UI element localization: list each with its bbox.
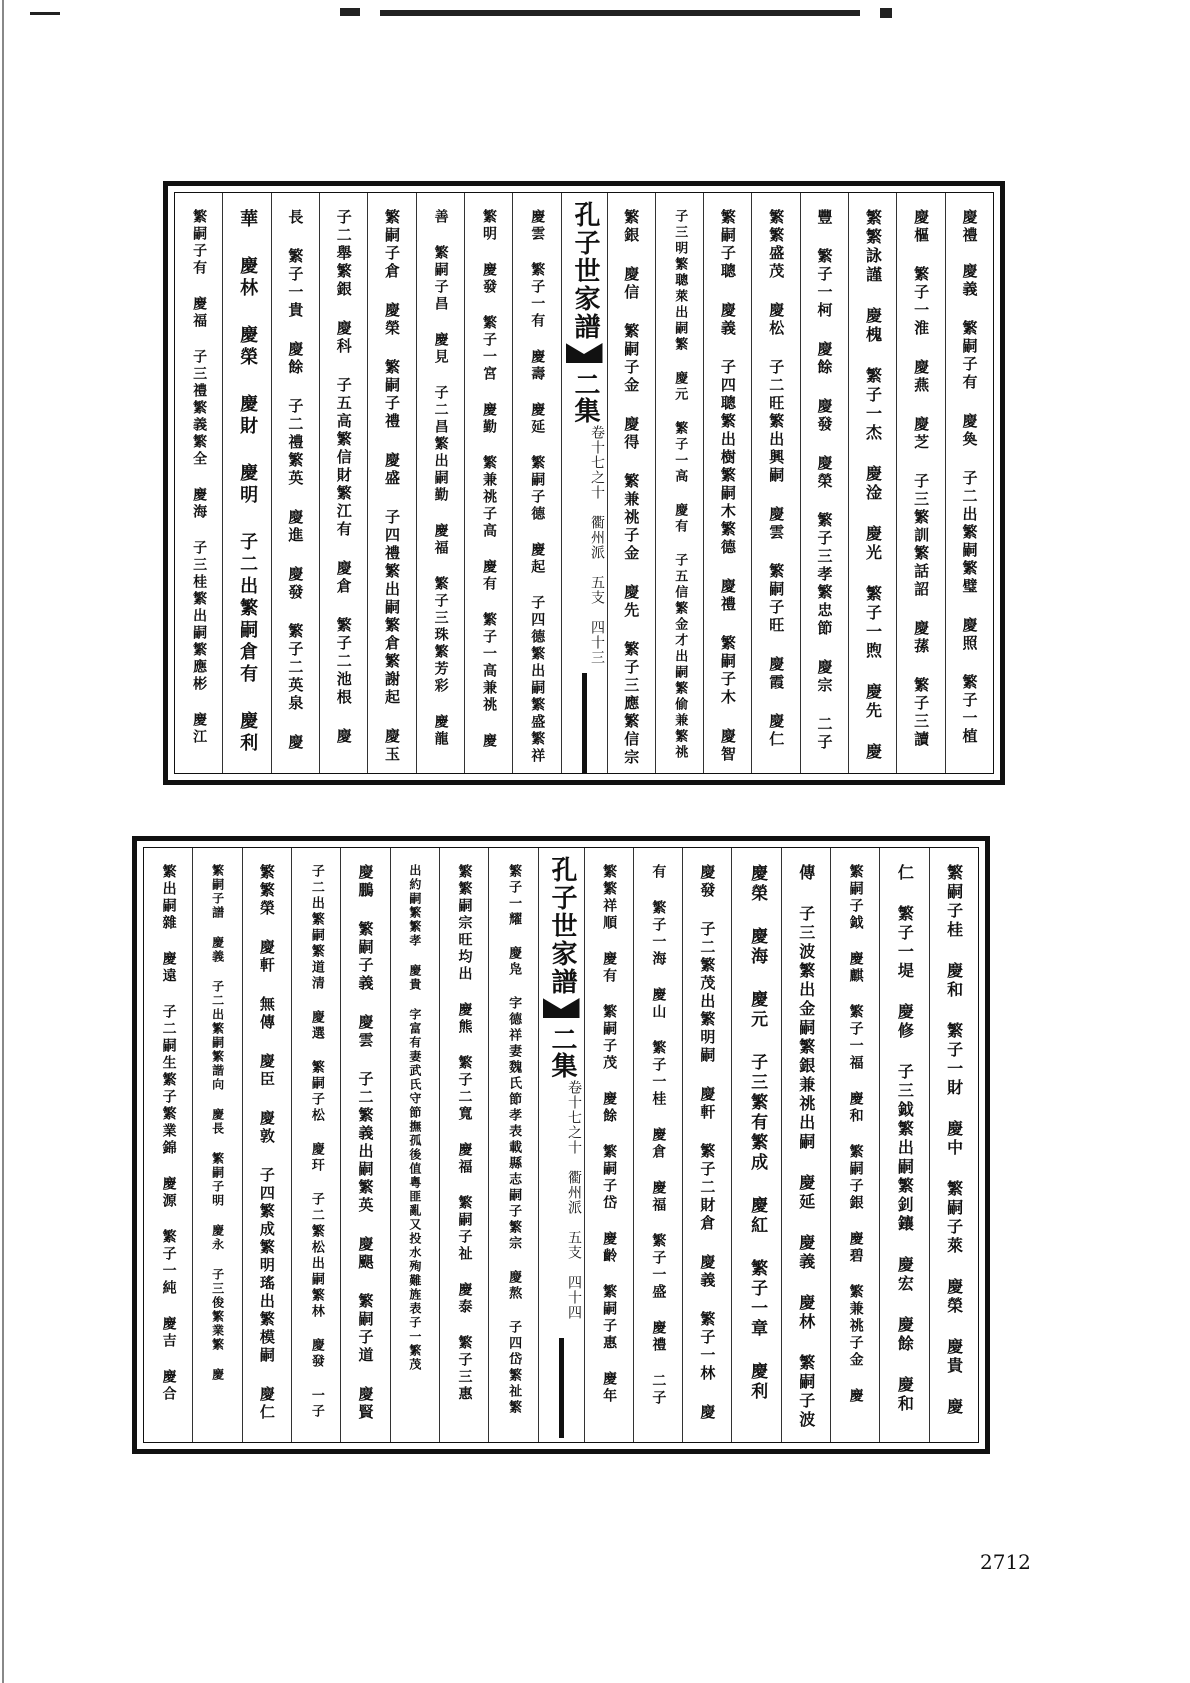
genealogy-column: 子三明繁聰萊出嗣繁 慶元 繁子一高 慶有 子五信繁金才出嗣繁偷兼繁祧 bbox=[672, 209, 688, 761]
volume-label: 二集 bbox=[570, 371, 600, 423]
genealogy-page-block-44 bbox=[132, 836, 990, 1454]
genealogy-column: 繁明 慶發 繁子一宮 慶勤 繁兼祧子高 慶有 繁子一高兼祧 慶 bbox=[480, 209, 497, 750]
genealogy-column: 繁嗣子譜 慶義 子二出繁嗣繁諧向 慶長 繁嗣子明 慶永 子三俊繁業繁 慶 bbox=[210, 864, 225, 1382]
genealogy-column: 繁繁榮 慶軒 無傳 慶臣 慶敦 子四繁成繁明瑤出繁模嗣 慶仁 bbox=[257, 864, 276, 1422]
genealogy-column: 傳 子三波繁出金嗣繁銀兼祧出嗣 慶延 慶義 慶林 繁嗣子波 bbox=[796, 864, 816, 1430]
volume-label: 二集 bbox=[547, 1026, 577, 1078]
genealogy-page-block-43 bbox=[163, 181, 1005, 785]
genealogy-column: 慶樞 繁子一淮 慶燕 慶芝 子三繁訓繁話詔 慶蓀 繁子三讀 bbox=[912, 209, 931, 749]
genealogy-column: 豐 繁子一柯 慶餘 慶發 慶榮 繁子三孝繁忠節 慶宗 二子 bbox=[815, 209, 834, 752]
genealogy-column: 繁嗣子桂 慶和 繁子一財 慶中 繁嗣子萊 慶榮 慶貴 慶 bbox=[944, 864, 964, 1417]
genealogy-column: 慶禮 慶義 繁嗣子有 慶奐 子二出繁嗣繁璧 慶照 繁子一植 bbox=[960, 209, 979, 746]
genealogy-column: 華 慶林 慶榮 慶財 慶明 子二出繁嗣倉有 慶利 bbox=[237, 209, 259, 755]
fold-bar bbox=[559, 1338, 564, 1438]
genealogy-column: 長 繁子一貴 慶餘 子二禮繁英 慶進 慶發 繁子二英泉 慶 bbox=[286, 209, 305, 752]
genealogy-column: 繁銀 慶信 繁嗣子金 慶得 繁兼祧子金 慶先 繁子三應繁信宗 bbox=[622, 209, 641, 767]
chapter-branch-page: 卷十七之十 衢州派 五支 四十四 bbox=[566, 1080, 582, 1320]
genealogy-column: 繁嗣子鉞 慶麒 繁子一福 慶和 繁嗣子銀 慶碧 繁兼祧子金 慶 bbox=[847, 864, 864, 1405]
genealogy-column: 出約嗣繁繁孝 慶貴 字富有妻武氏守節撫孤後值粵匪亂又投水殉難旌表子一繁茂 bbox=[407, 864, 422, 1372]
genealogy-column: 子二出繁嗣繁道清 慶選 繁嗣子松 慶玕 子二繁松出嗣繁林 慶發 一子 bbox=[308, 864, 324, 1420]
fishtail-mark bbox=[543, 998, 580, 1018]
genealogy-column: 子二舉繁銀 慶科 子五高繁信財繁江有 慶倉 繁子二池根 慶 bbox=[334, 209, 353, 746]
genealogy-column: 繁繁嗣宗旺均出 慶熊 繁子二寬 慶福 繁嗣子祉 慶泰 繁子三惠 bbox=[456, 864, 473, 1403]
genealogy-column: 有 繁子一海 慶山 繁子一桂 慶倉 慶福 繁子一盛 慶禮 二子 bbox=[650, 864, 667, 1407]
genealogy-column: 繁繁詠謹 慶槐 繁子一杰 慶淦 慶光 繁子一煦 慶先 慶 bbox=[863, 209, 883, 762]
chapter-branch-page: 卷十七之十 衢州派 五支 四十三 bbox=[589, 425, 605, 665]
top-scan-artifact bbox=[0, 0, 1190, 30]
book-title: 孔子世家譜 bbox=[570, 201, 600, 341]
fold-bar bbox=[582, 673, 587, 773]
genealogy-column: 繁嗣子有 慶福 子三禮繁義繁全 慶海 子三桂繁出嗣繁應彬 慶江 bbox=[191, 209, 208, 746]
genealogy-column: 善 繁嗣子昌 慶見 子二昌繁出嗣勤 慶福 繁子三珠繁芳彩 慶龍 bbox=[432, 209, 449, 748]
fishtail-mark bbox=[566, 343, 603, 363]
genealogy-column: 慶鵬 繁嗣子義 慶雲 子二繁義出嗣繁英 慶颶 繁嗣子道 慶賢 bbox=[356, 864, 375, 1422]
genealogy-column: 繁嗣子倉 慶榮 繁嗣子禮 慶盛 子四禮繁出嗣繁倉繁謝起 慶玉 bbox=[383, 209, 402, 764]
genealogy-column: 慶榮 慶海 慶元 子三繁有繁成 慶紅 繁子一章 慶利 bbox=[747, 864, 768, 1402]
genealogy-column: 繁繁祥順 慶有 繁嗣子茂 慶餘 繁嗣子岱 慶齡 繁嗣子惠 慶年 bbox=[601, 864, 618, 1405]
book-title: 孔子世家譜 bbox=[547, 856, 577, 996]
genealogy-column: 繁嗣子聰 慶義 子四聰繁出樹繁嗣木繁德 慶禮 繁嗣子木 慶智 bbox=[718, 209, 737, 764]
page-number: 2712 bbox=[980, 1550, 1031, 1574]
genealogy-column: 繁子一耀 慶凫 字德祥妻魏氏節孝表載縣志嗣子繁宗 慶熬 子四岱繁祉繁 bbox=[506, 864, 522, 1416]
genealogy-column: 慶發 子二繁茂出繁明嗣 慶軒 繁子二財倉 慶義 繁子一林 慶 bbox=[698, 864, 717, 1422]
center-fold-column bbox=[538, 848, 584, 1442]
genealogy-column: 繁繁盛茂 慶松 子二旺繁出興嗣 慶雲 繁嗣子旺 慶霞 慶仁 bbox=[767, 209, 786, 749]
genealogy-column: 慶雲 繁子一有 慶壽 慶延 繁嗣子德 慶起 子四德繁出嗣繁盛繁祥 bbox=[529, 209, 546, 765]
center-fold-column bbox=[561, 193, 607, 773]
genealogy-column: 仁 繁子一堤 慶修 子三鉞繁出嗣繁釗鑲 慶宏 慶餘 慶和 bbox=[895, 864, 915, 1414]
genealogy-column: 繁出嗣雜 慶遠 子二嗣生繁子繁業錦 慶源 繁子一純 慶吉 慶合 bbox=[160, 864, 177, 1403]
scan-left-edge bbox=[2, 0, 4, 1683]
